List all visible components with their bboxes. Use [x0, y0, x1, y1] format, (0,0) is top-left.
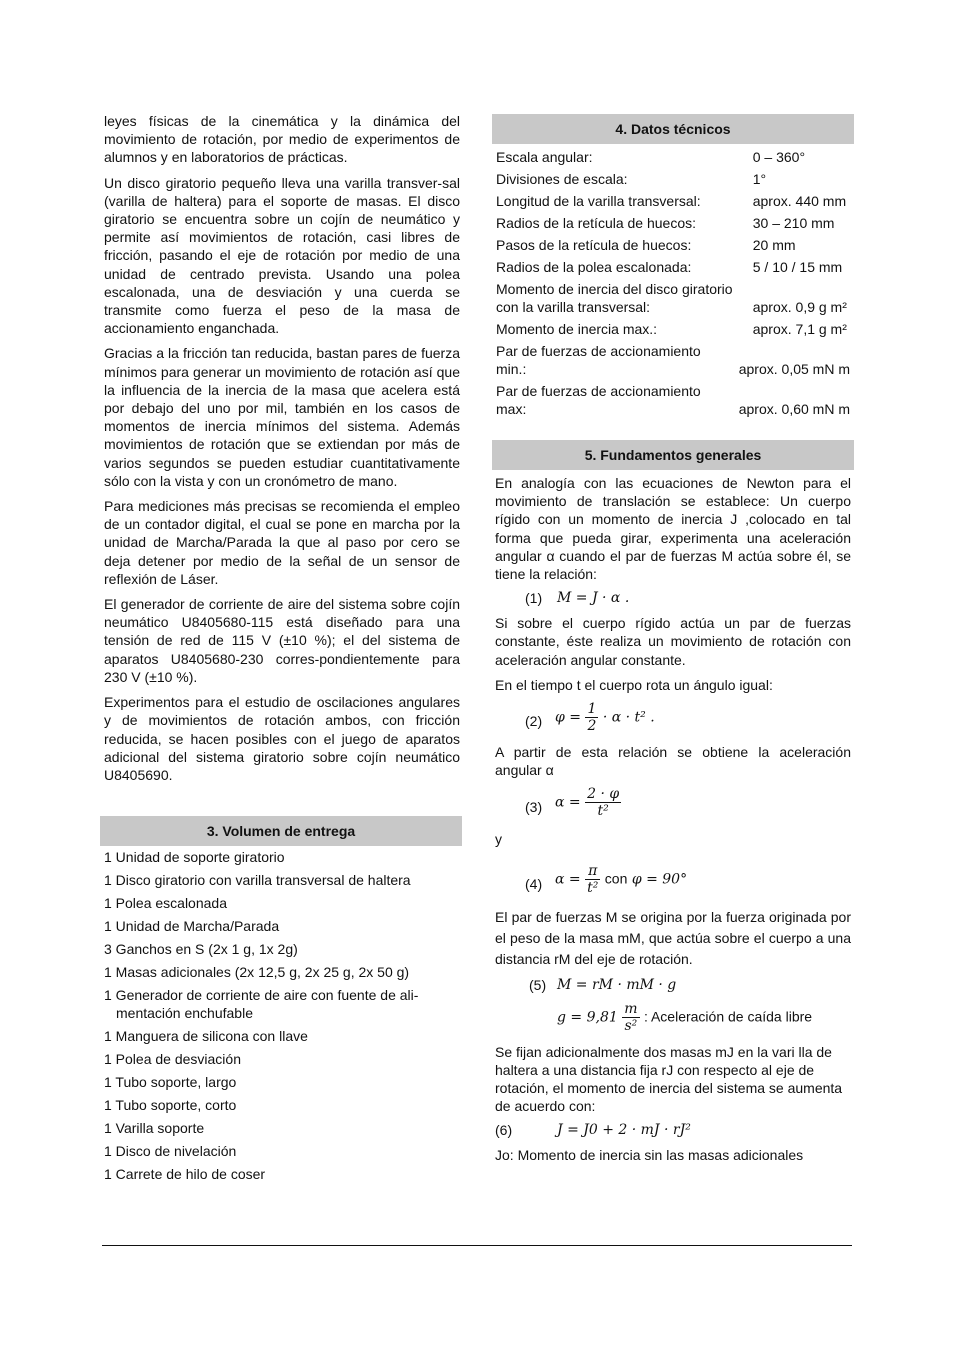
tech-row — [492, 168, 854, 190]
list-item: 1 Disco giratorio con varilla transversal de haltera — [104, 872, 411, 888]
equation-number: (6) — [495, 1122, 513, 1139]
tech-value: 1° — [752, 171, 767, 187]
tech-label: Momento de inercia del disco giratorio con la varilla transversal: — [496, 281, 733, 315]
eq-lhs: φ = — [555, 709, 581, 726]
denominator: 2 — [587, 718, 597, 735]
paragraph: El generador de corriente de aire del sistema sobre cojín neumático U8405680-115 está diseñado para una tensión de red de 115 V (±10 %); el del sistema de aparatos U8405680-230 corres-pondientemente para 230 V (±10 %). — [104, 596, 460, 685]
tech-label: Divisiones de escala: — [496, 171, 628, 187]
list-item: 1 Masas adicionales (2x 12,5 g, 2x 25 g, 2x 50 g) — [104, 964, 410, 980]
equation-2 — [495, 701, 851, 743]
list-item: 1 Carrete de hilo de coser — [104, 1166, 266, 1183]
eq-description: : Aceleración de caída libre — [643, 1008, 813, 1025]
equation-number: (2) — [525, 713, 543, 730]
tech-value: 30 – 210 mm — [752, 215, 835, 231]
paragraph: Un disco giratorio pequeño lleva una varilla transver-sal (varilla de haltera) para el soporte de masas. El disco giratorio se encuentra sobre un cojín de neumático y permite así movimientos de rotación, casi libres de fricción, pasando el eje de rotación por medio de una unidad de centrado prevista. Usando una polea escalonada, una de desviación y una cuerda se transmite como fuerza el peso de la masa de accionamiento enganchada. — [104, 174, 460, 337]
equation-3 — [495, 786, 851, 830]
fraction — [585, 786, 621, 819]
list-item: 1 Polea escalonada — [104, 895, 227, 911]
tech-label: Radios de la retícula de huecos: — [496, 215, 697, 231]
equation-6 — [495, 1122, 851, 1146]
numerator: π — [585, 863, 600, 880]
equation-4 — [495, 863, 851, 907]
tech-row — [492, 256, 854, 278]
paragraph: Se fijan adicionalmente dos masas mJ en la vari lla de haltera a una distancia fija rJ con respecto al eje de rotación, el momento de inercia del sistema se aumenta de acuerdo con: — [495, 1043, 843, 1115]
denominator: t² — [587, 879, 599, 896]
tech-row — [492, 340, 854, 380]
tech-row — [492, 212, 854, 234]
right-column — [492, 114, 854, 1172]
tech-row — [492, 278, 854, 318]
denominator: t² — [597, 803, 609, 820]
list-item: 1 Manguera de silicona con llave — [104, 1028, 308, 1045]
paragraph: El par de fuerzas M se origina por la fuerza originada por el peso de la masa mM, que actúa sobre el cuerpo a una distancia rM del eje de rotación. — [495, 908, 851, 967]
equation-number: (5) — [529, 976, 547, 993]
tech-value: aprox. 0,9 g m² — [752, 299, 847, 315]
fraction — [585, 863, 600, 896]
paragraph: En el tiempo t el cuerpo rota un ángulo igual: — [495, 676, 773, 693]
equation-number: (3) — [525, 799, 543, 816]
numerator: 1 — [587, 701, 597, 718]
eq-con: con — [604, 870, 628, 887]
section-heading-datos: 4. Datos técnicos — [492, 114, 854, 144]
paragraph: Gracias a la fricción tan reducida, bastan pares de fuerza mínimos para generar un movimiento de rotación así que la influencia de la inercia de la masa que acelera está por debajo del uno por mil, también en los casos de momentos de inercia mínimos del sistema. Además movimientos de rotación que se extiendan por más de varios segundos se pueden estudiar cuantitativamente sólo con la vista y con un cronómetro de mano. — [104, 345, 460, 489]
tech-label: Longitud de la varilla transversal: — [496, 193, 701, 209]
paragraph: Experimentos para el estudio de oscilaciones angulares y de movimientos de rotación ambos, con fricción reducida, se hacen posibles con el juego de aparatos adicional del sistema giratorio sobre cojín neumático U8405690. — [104, 694, 460, 783]
fraction — [585, 701, 598, 734]
tech-value: aprox. 440 mm — [752, 193, 847, 209]
section-heading-fundamentos: 5. Fundamentos generales — [492, 440, 854, 470]
section-heading-volumen: 3. Volumen de entrega — [100, 816, 462, 846]
paragraph: y — [495, 831, 502, 848]
fraction — [622, 1001, 639, 1034]
tech-data-table — [492, 146, 854, 420]
tech-label: Par de fuerzas de accionamiento max: — [496, 383, 701, 417]
tech-label: Pasos de la retícula de huecos: — [496, 237, 692, 253]
list-item: 1 Unidad de soporte giratorio — [104, 849, 285, 865]
tech-value: 5 / 10 / 15 mm — [752, 259, 843, 275]
tech-value: aprox. 0,05 mN m — [738, 361, 850, 377]
list-item: 1 Tubo soporte, largo — [104, 1074, 237, 1091]
numerator: 2 · φ — [587, 786, 620, 803]
eq-condition: φ = 90° — [631, 871, 688, 888]
equation-body: M = J · α . — [557, 590, 630, 607]
list-item: 3 Ganchos en S (2x 1 g, 1x 2g) — [104, 941, 298, 957]
paragraph: A partir de esta relación se obtiene la aceleración angular α — [495, 744, 851, 779]
left-column — [104, 112, 460, 1183]
tech-row — [492, 234, 854, 256]
tech-label: Momento de inercia max.: — [496, 321, 658, 337]
equation-1 — [495, 590, 851, 614]
list-item: 1 Unidad de Marcha/Parada — [104, 918, 280, 934]
tech-value: 0 – 360° — [752, 149, 806, 165]
equation-body: J = J0 + 2 · mJ · rJ² — [557, 1122, 691, 1139]
tech-row — [492, 318, 854, 340]
eq-lhs: α = — [555, 871, 581, 888]
paragraph: En analogía con las ecuaciones de Newton para el movimiento de translación se establece: Un cuerpo rígido con un momento de inercia J ,colocado en tal forma que pueda girar, experimenta una aceleración angular α cuando el par de fuerzas M actúa sobre él, se tiene la relación: — [495, 475, 851, 583]
list-item: 1 Tubo soporte, corto — [104, 1097, 237, 1114]
list-item: 1 Polea de desviación — [104, 1051, 241, 1068]
tech-value: 20 mm — [752, 237, 796, 253]
fundamentos-body — [492, 470, 854, 1165]
equation-5 — [495, 977, 851, 1001]
numerator: m — [624, 1000, 638, 1017]
eq-lhs: α = — [555, 794, 581, 811]
tech-label: Radios de la polea escalonada: — [496, 259, 692, 275]
footer-rule — [102, 1245, 852, 1246]
equation-number: (1) — [525, 590, 543, 607]
list-item: 1 Disco de nivelación — [104, 1143, 237, 1160]
tech-row — [492, 380, 854, 420]
tech-row — [492, 190, 854, 212]
eq-rest: · α · t² . — [602, 709, 655, 726]
equation-body: M = rM · mM · g — [557, 976, 677, 993]
tech-value: aprox. 7,1 g m² — [752, 321, 847, 337]
equation-number: (4) — [525, 875, 543, 892]
paragraph: leyes físicas de la cinemática y la dinámica del movimiento de rotación, por medio de experimentos de alumnos y en laboratorios de prácticas. — [104, 113, 460, 166]
paragraph: Jo: Momento de inercia sin las masas adicionales — [495, 1147, 804, 1164]
eq-lhs: g = 9,81 — [557, 1009, 618, 1026]
tech-row — [492, 146, 854, 168]
paragraph: Para mediciones más precisas se recomienda el empleo de un contador digital, el cual se pone en marcha por la unidad de Marcha/Parada la que al paso por cero se deja detener por medio de la señal de un sensor de reflexión de Láser. — [104, 498, 460, 587]
denominator: s² — [624, 1017, 638, 1034]
tech-value: aprox. 0,60 mN m — [738, 401, 850, 417]
list-item: 1 Varilla soporte — [104, 1120, 205, 1137]
tech-label: Escala angular: — [496, 149, 593, 165]
equation-g — [495, 1001, 851, 1043]
tech-label: Par de fuerzas de accionamiento min.: — [496, 343, 701, 377]
list-item: 1 Generador de corriente de aire con fuente de ali- mentación enchufable — [104, 987, 419, 1022]
delivery-list — [104, 848, 460, 1188]
paragraph: Si sobre el cuerpo rígido actúa un par de fuerzas constante, éste realiza un movimiento de rotación con aceleración angular constante. — [495, 615, 851, 668]
